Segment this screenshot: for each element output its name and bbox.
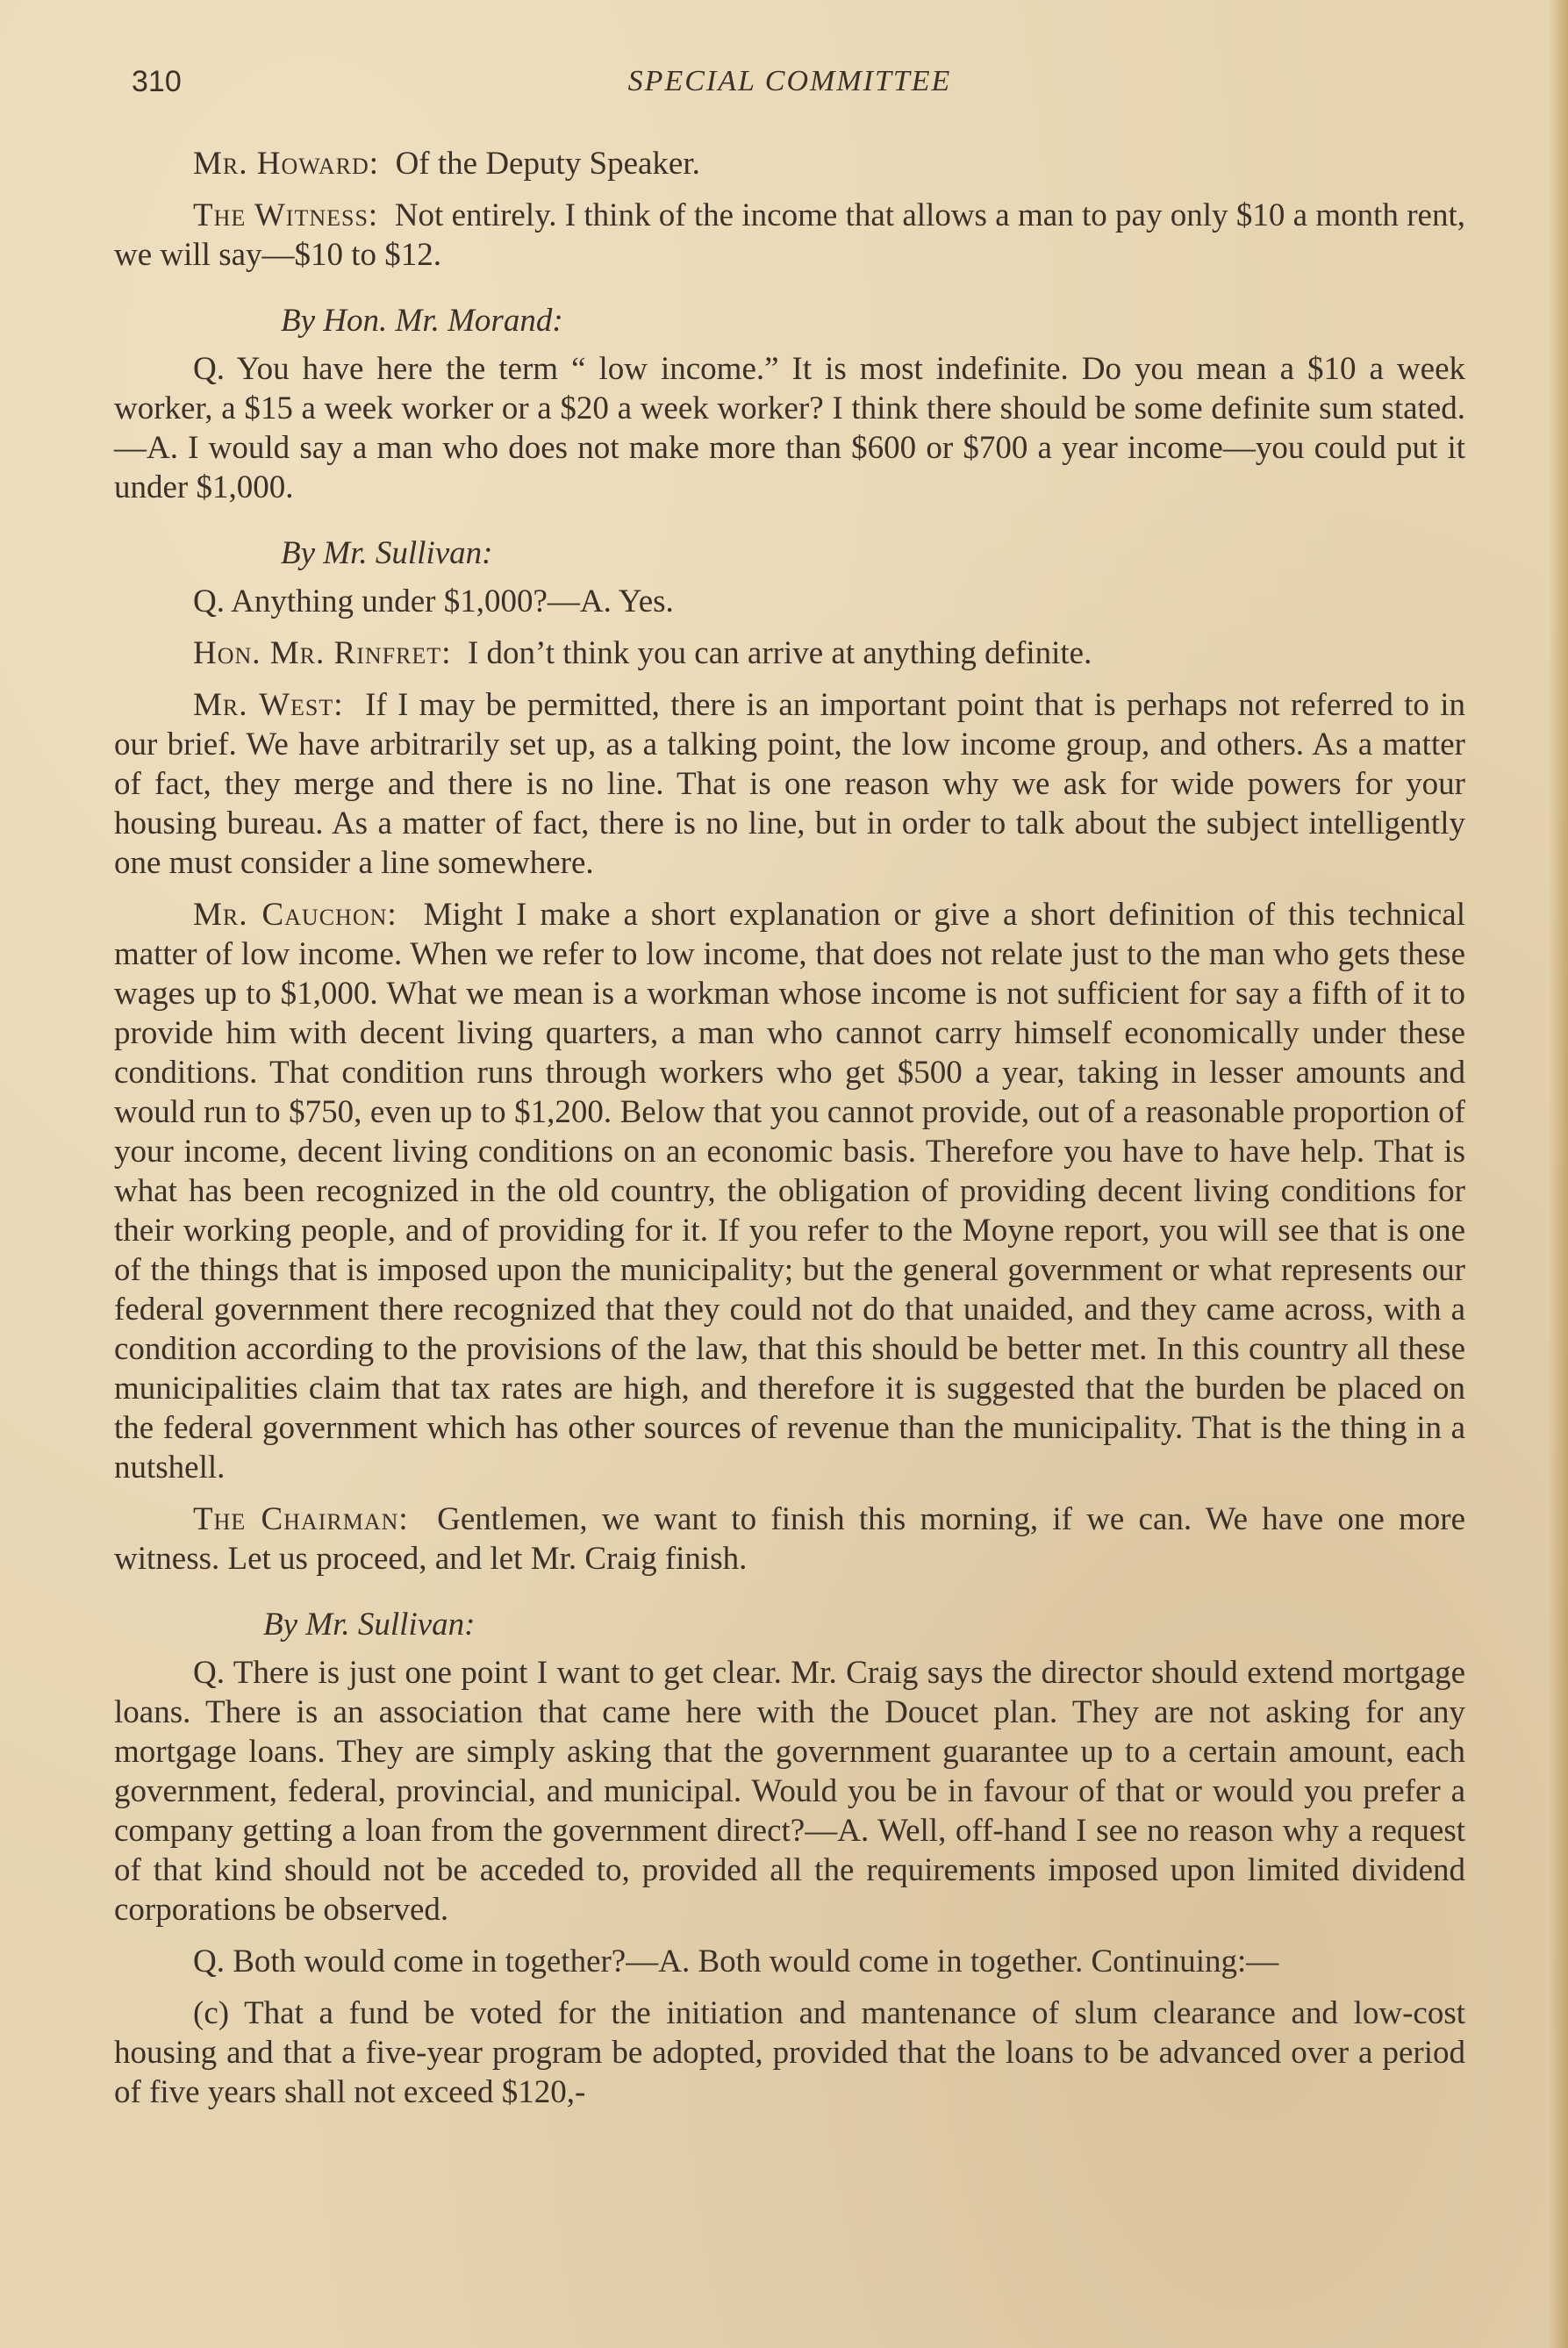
speaker-name: The Witness: bbox=[193, 197, 379, 233]
running-head: SPECIAL COMMITTEE bbox=[627, 65, 952, 97]
clause-paragraph: (c) That a fund be voted for the initiation and mantenance of slum clearance and low-cost housing and that a five-year program be adopted, provided that the loans to be advanced over a period of five years shall not exceed $120,- bbox=[114, 1995, 1465, 2110]
examiner-heading: By Mr. Sullivan: bbox=[281, 535, 493, 571]
examiner-heading: By Hon. Mr. Morand: bbox=[281, 303, 563, 339]
body-text bbox=[114, 144, 1465, 2112]
speech-text: Might I make a short explanation or give a short definition of this technical matter of low income. When we refer to low income, that does not relate just to the man who gets these wages up to $1,000. What we mean is a workman whose income is not sufficient for say a fifth of it to provide him with decent living quarters, a man who cannot carry himself economically under these conditions. That condition runs through workers who get $500 a year, taking in lesser amounts and would run to $750, even up to $1,200. Below that you cannot provide, out of a reasonable proportion of your income, decent living conditions on an economic basis. Therefore you have to have help. That is what has been recognized in the old country, the obligation of providing decent living conditions for their working people, and of providing for it. If you refer to the Moyne report, you will see that is one of the things that is imposed upon the municipality; but the general government or what represents our federal government there recognized that they could not do that unaided, and they came across, with a condition according to the provisions of the law, that this should be better met. In this country all these municipalities claim that tax rates are high, and therefore it is suggested that the burden be placed on the federal government which has other sources of revenue than the municipality. That is the thing in a nutshell. bbox=[114, 897, 1465, 1485]
speaker-name: Hon. Mr. Rinfret: bbox=[193, 635, 452, 671]
speech-text: I don’t think you can arrive at anything definite. bbox=[467, 635, 1092, 671]
speaker-name: Mr. Howard: bbox=[193, 146, 380, 182]
speech-paragraph bbox=[114, 144, 1465, 183]
speech-paragraph bbox=[114, 1500, 1465, 1578]
question-paragraph: Q. There is just one point I want to get clear. Mr. Craig says the director should extend mortgage loans. There is an association that came here with the Doucet plan. They are not asking for any mortgage loans. They are simply asking that the government guarantee up to a certain amount, each government, federal, provincial, and municipal. Would you be in favour of that or would you prefer a company getting a loan from the government direct?—A. Well, off-hand I see no reason why a request of that kind should not be acceded to, provided all the requirements imposed upon limited dividend corporations be observed. bbox=[114, 1655, 1465, 1928]
examiner-heading: By Mr. Sullivan: bbox=[263, 1607, 476, 1643]
speech-paragraph bbox=[114, 895, 1465, 1487]
question-paragraph: Q. You have here the term “ low income.” It is most indefinite. Do you mean a $10 a week worker, a $15 a week worker or a $20 a week worker? I think there should be some definite sum stated.—A. I would say a man who does not make more than $600 or $700 a year income—you could put it under $1,000. bbox=[114, 351, 1465, 505]
question-paragraph: Q. Both would come in together?—A. Both would come in together. Continuing:— bbox=[193, 1944, 1279, 1979]
speech-text: Not entirely. I think of the income that allows a man to pay only $10 a month rent, we will say—$10 to $12. bbox=[114, 197, 1466, 273]
speech-paragraph bbox=[114, 196, 1465, 275]
speech-paragraph bbox=[114, 685, 1465, 883]
speaker-name: The Chairman: bbox=[193, 1501, 409, 1537]
speech-text: Of the Deputy Speaker. bbox=[395, 146, 700, 182]
speech-text: If I may be permitted, there is an important point that is perhaps not referred to in our brief. We have arbitrarily set up, as a talking point, the low income group, and others. As a matter of fact, they merge and there is no line. That is one reason why we ask for wide powers for your housing bureau. As a matter of fact, there is no line, but in order to talk about the subject intelligently one must consider a line somewhere. bbox=[114, 687, 1466, 881]
speech-paragraph bbox=[114, 634, 1465, 673]
question-paragraph: Q. Anything under $1,000?—A. Yes. bbox=[193, 583, 674, 619]
speaker-name: Mr. West: bbox=[193, 687, 344, 723]
document-page bbox=[114, 61, 1465, 2334]
page-edge-shadow bbox=[1549, 0, 1568, 2348]
page-number: 310 bbox=[132, 65, 182, 98]
speaker-name: Mr. Cauchon: bbox=[193, 897, 397, 933]
page-header bbox=[114, 61, 1465, 114]
speech-text: Gentlemen, we want to finish this morning, if we can. We have one more witness. Let us proceed, and let Mr. Craig finish. bbox=[114, 1501, 1465, 1577]
